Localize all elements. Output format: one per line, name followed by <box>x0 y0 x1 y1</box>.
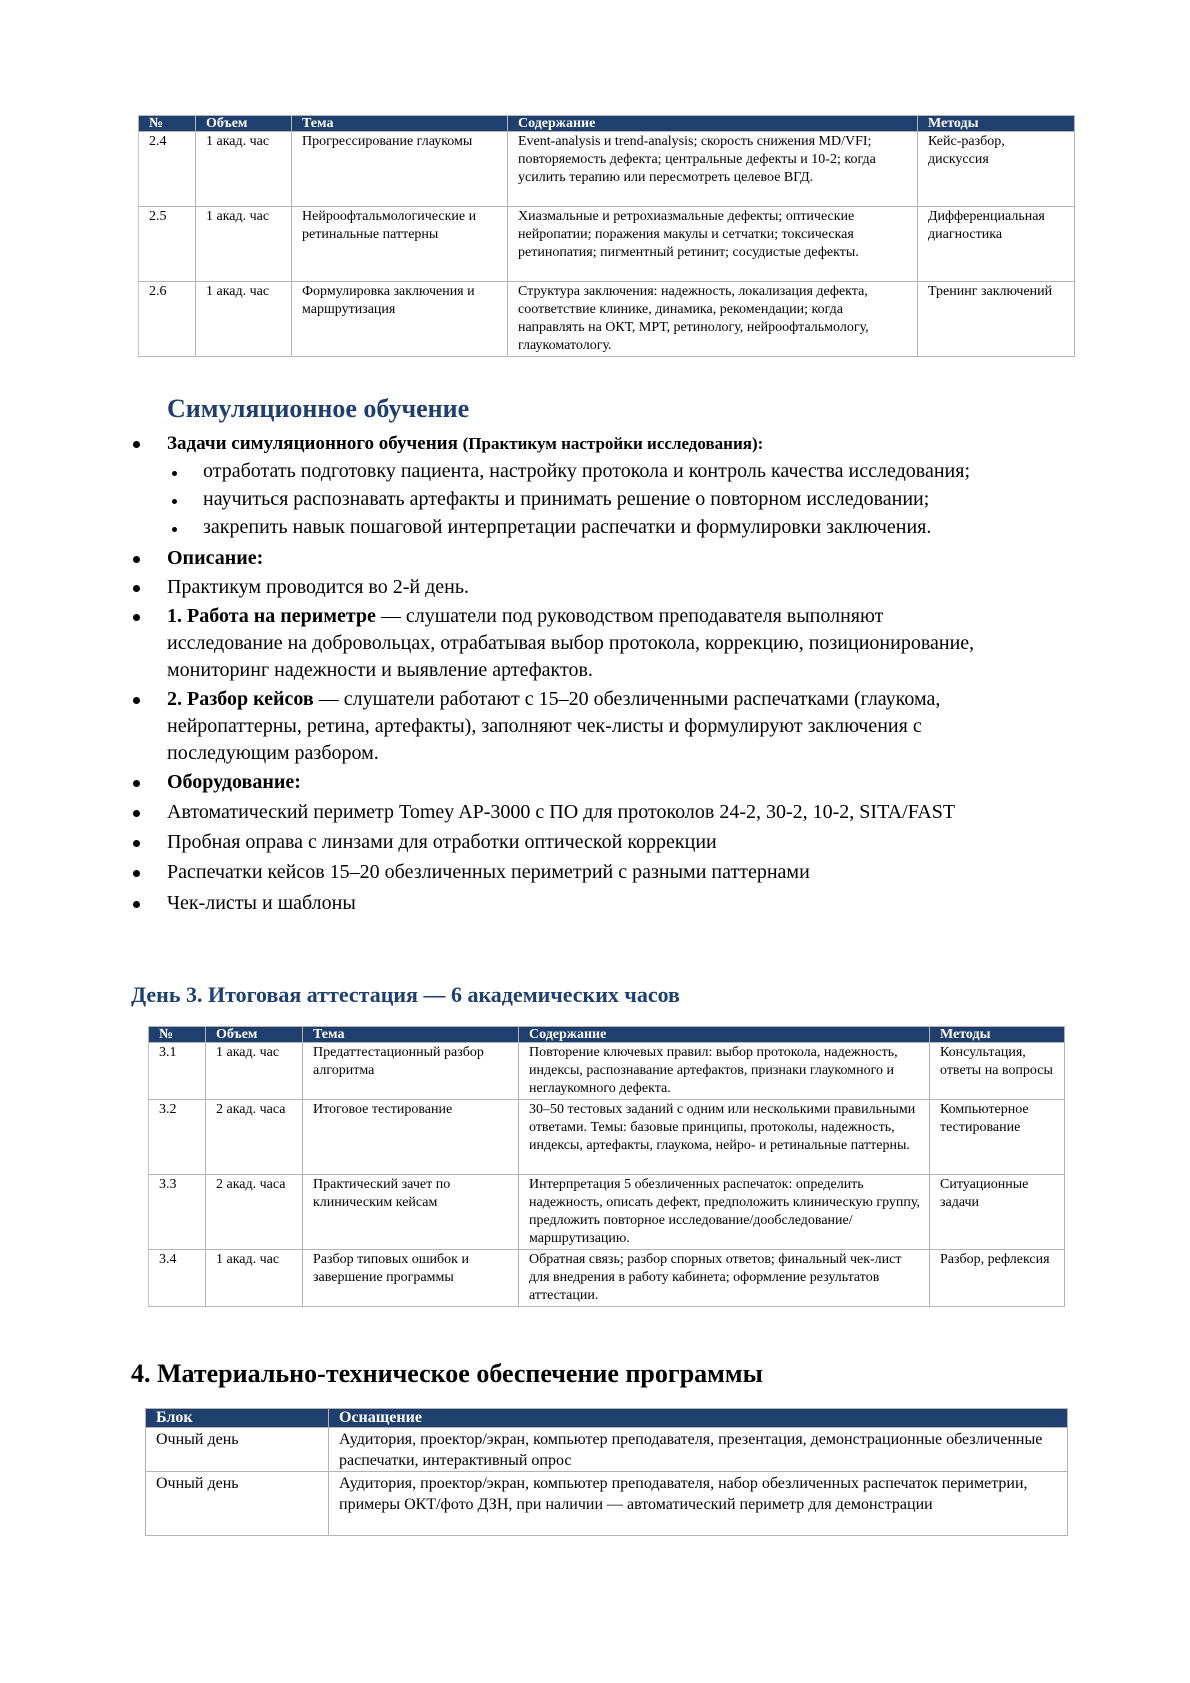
header-volume: Объем <box>206 1027 303 1043</box>
tasks-subtitle: (Практикум настройки исследования): <box>462 434 764 453</box>
cell-content: Повторение ключевых правил: выбор протокола, надежность, индексы, распознавание артефактов, признаки глаукомного и неглаукомного дефекта. <box>519 1043 930 1100</box>
cell-block: Очный день <box>146 1428 329 1472</box>
cell-volume: 1 акад. час <box>196 132 292 207</box>
cell-num: 3.4 <box>149 1250 206 1307</box>
header-block: Блок <box>146 1409 329 1428</box>
header-content: Содержание <box>508 116 918 132</box>
cell-num: 2.4 <box>139 132 196 207</box>
bullet-icon <box>133 840 140 847</box>
header-equipment: Оснащение <box>329 1409 1068 1428</box>
cell-content: Обратная связь; разбор спорных ответов; финальный чек-лист для внедрения в работу кабинета; оформление результатов аттестации. <box>519 1250 930 1307</box>
header-num: № <box>149 1027 206 1043</box>
cell-topic: Формулировка заключения и маршрутизация <box>292 282 508 357</box>
equipment-table <box>145 1408 1068 1536</box>
step2-line1 <box>167 686 940 713</box>
cell-methods: Консультация, ответы на вопросы <box>930 1043 1065 1100</box>
cell-methods: Дифференциальная диагностика <box>918 207 1075 282</box>
step1-line3: мониторинг надежности и выявление артефактов. <box>167 659 593 681</box>
cell-topic: Прогрессирование глаукомы <box>292 132 508 207</box>
cell-equipment: Аудитория, проектор/экран, компьютер преподавателя, набор обезличенных распечаток периметрии, примеры ОКТ/фото ДЗН, при наличии — автоматический периметр для демонстрации <box>329 1472 1068 1536</box>
cell-volume: 1 акад. час <box>196 207 292 282</box>
table-row <box>149 1100 1065 1175</box>
header-methods: Методы <box>930 1027 1065 1043</box>
step2-line3: последующим разбором. <box>167 742 379 764</box>
table-row <box>149 1250 1065 1307</box>
cell-volume: 1 акад. час <box>196 282 292 357</box>
cell-volume: 2 акад. часа <box>206 1100 303 1175</box>
step1-text: — слушатели под руководством преподавателя выполняют <box>375 605 884 627</box>
task-item: отработать подготовку пациента, настройку протокола и контроль качества исследования; <box>203 460 971 482</box>
table-header-row <box>149 1027 1065 1043</box>
task-item: научиться распознавать артефакты и принимать решение о повторном исследовании; <box>203 488 930 510</box>
cell-topic: Нейроофтальмологические и ретинальные паттерны <box>292 207 508 282</box>
bullet-icon <box>133 780 140 787</box>
cell-topic: Практический зачет по клиническим кейсам <box>303 1175 519 1250</box>
equipment-item: Распечатки кейсов 15–20 обезличенных периметрий с разными паттернами <box>167 861 810 883</box>
cell-topic: Разбор типовых ошибок и завершение программы <box>303 1250 519 1307</box>
table-row <box>146 1428 1068 1472</box>
cell-num: 3.3 <box>149 1175 206 1250</box>
cell-content: Структура заключения: надежность, локализация дефекта, соответствие клинике, динамика, рекомендации; когда направлять на ОКТ, МРТ, ретинологу, нейроофтальмологу, глаукоматологу. <box>508 282 918 357</box>
cell-methods: Разбор, рефлексия <box>930 1250 1065 1307</box>
cell-equipment: Аудитория, проектор/экран, компьютер преподавателя, презентация, демонстрационные обезличенные распечатки, интерактивный опрос <box>329 1428 1068 1472</box>
description-title: Описание: <box>167 547 264 569</box>
table-row <box>149 1043 1065 1100</box>
cell-methods: Ситуационные задачи <box>930 1175 1065 1250</box>
cell-volume: 1 акад. час <box>206 1043 303 1100</box>
table-header-row <box>139 116 1075 132</box>
cell-block: Очный день <box>146 1472 329 1536</box>
sub-bullet-icon <box>172 471 177 476</box>
equipment-title: Оборудование: <box>167 771 301 793</box>
task-item: закрепить навык пошаговой интерпретации распечатки и формулировки заключения. <box>203 516 932 538</box>
day3-table <box>148 1026 1065 1307</box>
bullet-icon <box>133 614 140 621</box>
cell-volume: 1 акад. час <box>206 1250 303 1307</box>
table-row <box>139 282 1075 357</box>
header-methods: Методы <box>918 116 1075 132</box>
day3-heading: День 3. Итоговая аттестация — 6 академических часов <box>131 982 680 1007</box>
section4-heading: 4. Материально-техническое обеспечение программы <box>131 1359 763 1388</box>
table-header-row <box>146 1409 1068 1428</box>
bullet-icon <box>133 810 140 817</box>
cell-methods: Кейс-разбор, дискуссия <box>918 132 1075 207</box>
cell-content: Хиазмальные и ретрохиазмальные дефекты; оптические нейропатии; поражения макулы и сетчатки; токсическая ретинопатия; пигментный ретинит; сосудистые дефекты. <box>508 207 918 282</box>
bullet-icon <box>133 697 140 704</box>
step1-line1 <box>167 603 883 630</box>
header-topic: Тема <box>292 116 508 132</box>
header-content: Содержание <box>519 1027 930 1043</box>
bullet-icon <box>133 870 140 877</box>
sub-bullet-icon <box>172 499 177 504</box>
description-text: Практикум проводится во 2-й день. <box>167 576 469 598</box>
sub-bullet-icon <box>172 527 177 532</box>
bullet-icon <box>133 901 140 908</box>
cell-topic: Предаттестационный разбор алгоритма <box>303 1043 519 1100</box>
header-num: № <box>139 116 196 132</box>
equipment-item: Пробная оправа с линзами для отработки оптической коррекции <box>167 831 717 853</box>
cell-num: 3.2 <box>149 1100 206 1175</box>
cell-topic: Итоговое тестирование <box>303 1100 519 1175</box>
tasks-title: Задачи симуляционного обучения <box>167 433 458 454</box>
cell-content: Event-analysis и trend-analysis; скорость снижения MD/VFI; повторяемость дефекта; центральные дефекты и 10-2; когда усилить терапию или пересмотреть целевое ВГД. <box>508 132 918 207</box>
bullet-icon <box>133 556 140 563</box>
header-topic: Тема <box>303 1027 519 1043</box>
step2-line2: нейропаттерны, ретина, артефакты), заполняют чек-листы и формулируют заключения с <box>167 715 922 737</box>
header-volume: Объем <box>196 116 292 132</box>
cell-num: 2.5 <box>139 207 196 282</box>
step2-text: — слушатели работают с 15–20 обезличенными распечатками (глаукома, <box>313 688 941 710</box>
tasks-line <box>167 430 763 457</box>
bullet-icon <box>133 585 140 592</box>
bullet-icon <box>133 441 140 448</box>
cell-content: 30–50 тестовых заданий с одним или несколькими правильными ответами. Темы: базовые принципы, протоколы, надежность, индексы, артефакты, глаукома, нейро- и ретинальные паттерны. <box>519 1100 930 1175</box>
cell-volume: 2 акад. часа <box>206 1175 303 1250</box>
cell-num: 2.6 <box>139 282 196 357</box>
equipment-item: Чек-листы и шаблоны <box>167 892 356 914</box>
cell-methods: Компьютерное тестирование <box>930 1100 1065 1175</box>
cell-methods: Тренинг заключений <box>918 282 1075 357</box>
step2-title: 2. Разбор кейсов <box>167 688 314 710</box>
table-row <box>139 207 1075 282</box>
step1-title: 1. Работа на периметре <box>167 605 376 627</box>
cell-num: 3.1 <box>149 1043 206 1100</box>
equipment-item: Автоматический периметр Tomey AP-3000 с ПО для протоколов 24-2, 30-2, 10-2, SITA/FAST <box>167 801 956 823</box>
day2-table <box>138 115 1075 357</box>
cell-content: Интерпретация 5 обезличенных распечаток: определить надежность, описать дефект, предположить клиническую группу, предложить повторное исследование/дообследование/маршрутизацию. <box>519 1175 930 1250</box>
table-row <box>139 132 1075 207</box>
table-row <box>149 1175 1065 1250</box>
table-row <box>146 1472 1068 1536</box>
step1-line2: исследование на добровольцах, отрабатывая выбор протокола, коррекцию, позиционирование, <box>167 632 975 654</box>
simulation-heading: Симуляционное обучение <box>167 394 470 423</box>
